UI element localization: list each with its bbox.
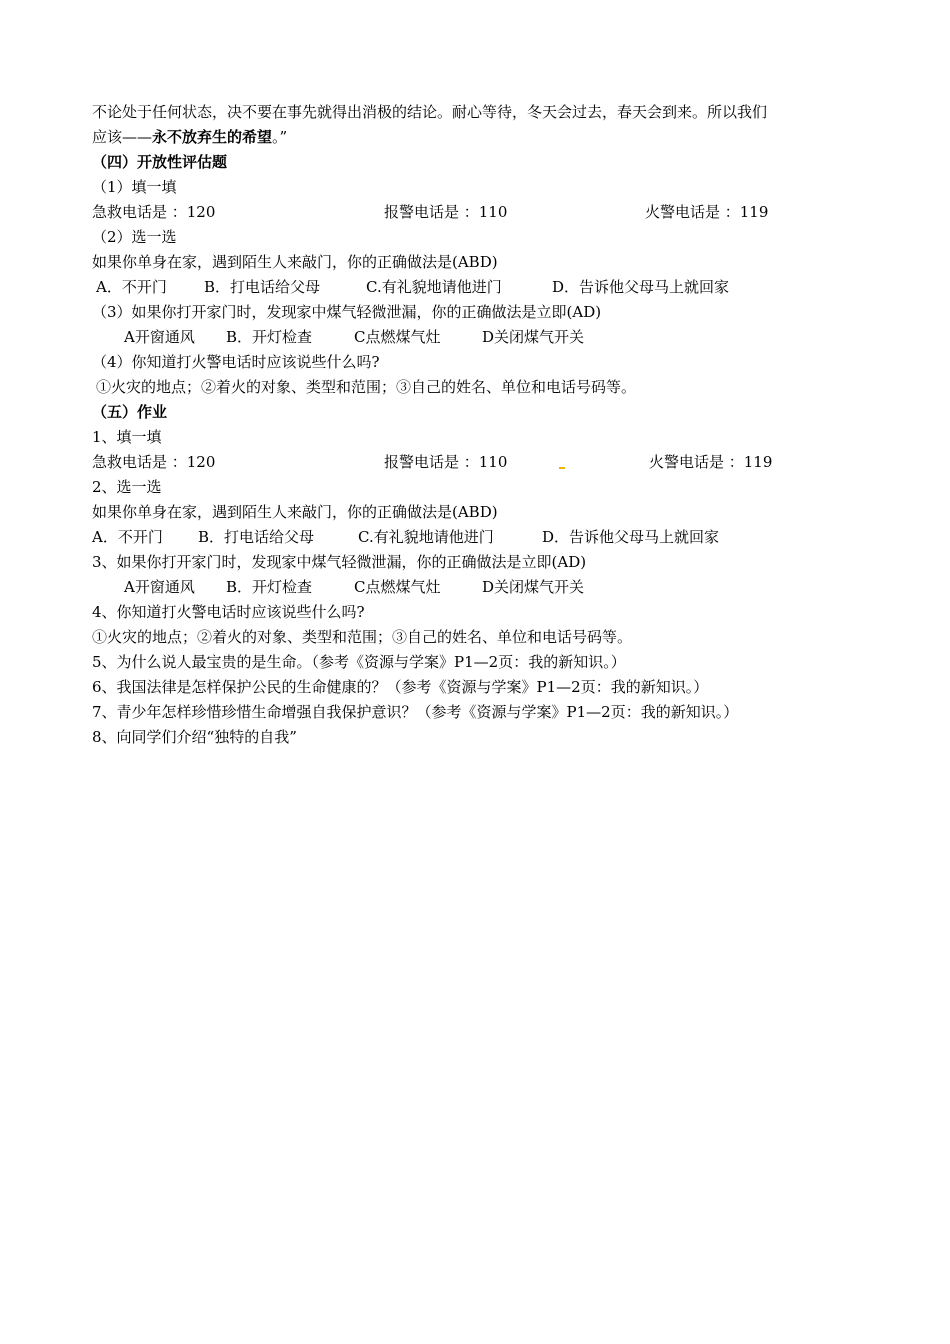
intro-prefix: 应该—— <box>92 128 153 146</box>
section4-q2-question: 如果你单身在家，遇到陌生人来敲门，你的正确做法是(ABD) <box>92 253 498 271</box>
option-c: C.有礼貌地请他进门 <box>366 278 502 296</box>
section4-heading: （四）开放性评估题 <box>92 153 228 171</box>
option-d: D关闭煤气开关 <box>482 578 585 596</box>
section5-phones-row <box>92 452 892 476</box>
option-d: D关闭煤气开关 <box>482 328 585 346</box>
section5-q8: 8、向同学们介绍“独特的自我” <box>92 728 297 746</box>
option-d: D．告诉他父母马上就回家 <box>552 278 730 296</box>
option-c: C点燃煤气灶 <box>354 328 441 346</box>
option-a: A开窗通风 <box>124 578 195 596</box>
police-phone: 报警电话是 ：110 <box>384 453 508 471</box>
ambulance-phone: 急救电话是 ：120 <box>92 453 216 471</box>
section4-q1-title: （1）填一填 <box>92 178 177 196</box>
option-b: B．开灯检查 <box>226 328 313 346</box>
fire-phone: 火警电话是 ：119 <box>649 453 773 471</box>
section4-q3-options <box>92 327 892 351</box>
section5-q4-question: 4、你知道打火警电话时应该说些什么吗? <box>92 603 365 621</box>
section5-q1-title: 1、填一填 <box>92 428 162 446</box>
intro-emphasis: 永不放弃生的希望 <box>152 128 273 146</box>
edit-marker <box>559 467 565 469</box>
section5-q3-options <box>92 577 892 601</box>
option-a: A．不开门 <box>92 528 163 546</box>
option-c: C.有礼貌地请他进门 <box>358 528 494 546</box>
section4-q4-question: （4）你知道打火警电话时应该说些什么吗? <box>92 353 380 371</box>
section4-phones-row <box>92 202 892 226</box>
section4-q2-options <box>92 277 892 301</box>
intro-line-1: 不论处于任何状态，决不要在事先就得出消极的结论。耐心等待，冬天会过去，春天会到来。所以我们 <box>92 103 768 121</box>
option-b: B．开灯检查 <box>226 578 313 596</box>
option-b: B．打电话给父母 <box>198 528 315 546</box>
section5-q2-question: 如果你单身在家，遇到陌生人来敲门，你的正确做法是(ABD) <box>92 503 498 521</box>
section5-q4-answer: ①火灾的地点；②着火的对象、类型和范围；③自己的姓名、单位和电话号码等。 <box>92 628 633 646</box>
section5-q2-options <box>92 527 892 551</box>
intro-line-2 <box>92 127 287 151</box>
section5-q3-question: 3、如果你打开家门时，发现家中煤气轻微泄漏，你的正确做法是立即(AD) <box>92 553 587 571</box>
section5-q5: 5、为什么说人最宝贵的是生命。（参考《资源与学案》P1—2页：我的新知识。） <box>92 653 626 671</box>
fire-phone: 火警电话是 ：119 <box>645 203 769 221</box>
ambulance-phone: 急救电话是 ：120 <box>92 203 216 221</box>
police-phone: 报警电话是 ：110 <box>384 203 508 221</box>
option-a: A．不开门 <box>96 278 167 296</box>
section4-q4-answer: ①火灾的地点；②着火的对象、类型和范围；③自己的姓名、单位和电话号码等。 <box>96 378 637 396</box>
option-c: C点燃煤气灶 <box>354 578 441 596</box>
section5-q6: 6、我国法律是怎样保护公民的生命健康的？（参考《资源与学案》P1—2页：我的新知识。） <box>92 678 709 696</box>
section5-heading: （五）作业 <box>92 403 168 421</box>
section4-q3-question: （3）如果你打开家门时，发现家中煤气轻微泄漏，你的正确做法是立即(AD) <box>92 303 602 321</box>
option-a: A开窗通风 <box>124 328 195 346</box>
option-b: B．打电话给父母 <box>204 278 321 296</box>
section5-q2-title: 2、选一选 <box>92 478 162 496</box>
section5-q7: 7、青少年怎样珍惜珍惜生命增强自我保护意识？（参考《资源与学案》P1—2页：我的新知识。） <box>92 703 739 721</box>
option-d: D．告诉他父母马上就回家 <box>542 528 720 546</box>
intro-suffix: 。” <box>272 128 288 146</box>
section4-q2-title: （2）选一选 <box>92 228 177 246</box>
